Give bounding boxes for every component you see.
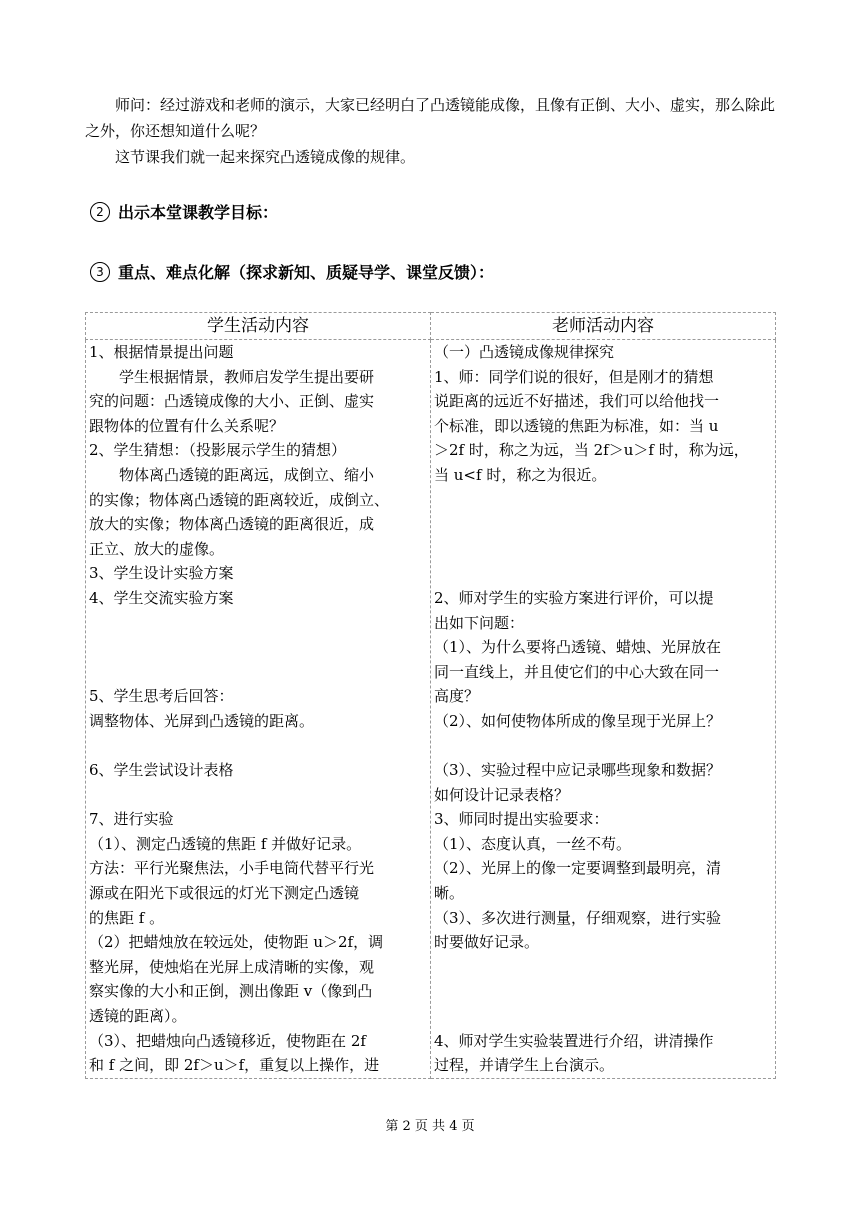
cell-line: 如何设计记录表格？ bbox=[434, 785, 570, 804]
section-heading-key-points bbox=[90, 260, 494, 283]
cell-line: （3）、多次进行测量，仔细观察，进行实验 bbox=[434, 908, 722, 927]
cell-line bbox=[89, 783, 427, 808]
header-teacher-activity: 老师活动内容 bbox=[431, 313, 776, 340]
intro-paragraph-2: 这节课我们就一起来探究凸透镜成像的规律。 bbox=[115, 148, 416, 166]
cell-line bbox=[434, 734, 772, 759]
cell-line: 正立、放大的虚像。 bbox=[89, 539, 225, 558]
cell-line: 同一直线上，并且使它们的中心大致在同一 bbox=[434, 662, 720, 681]
cell-line: （3）、实验过程中应记录哪些现象和数据？ bbox=[434, 761, 722, 780]
heading-text: 重点、难点化解（探求新知、质疑导学、课堂反馈）： bbox=[118, 263, 495, 282]
table-header-row bbox=[86, 313, 776, 340]
cell-line: 物体离凸透镜的距离远，成倒立、缩小 bbox=[119, 465, 375, 484]
cell-line bbox=[434, 1004, 772, 1029]
page-footer: 第 2 页 共 4 页 bbox=[385, 1119, 475, 1134]
cell-line: （1）、测定凸透镜的焦距 f 并做好记录。 bbox=[89, 834, 362, 853]
cell-line: （1）、为什么要将凸透镜、蜡烛、光屏放在 bbox=[434, 638, 722, 657]
teacher-activity-cell bbox=[431, 340, 776, 1079]
cell-line: 6、学生尝试设计表格 bbox=[89, 761, 234, 780]
cell-line bbox=[89, 635, 427, 660]
cell-line: 4、学生交流实验方案 bbox=[89, 588, 234, 607]
cell-line: 7、进行实验 bbox=[89, 810, 174, 829]
cell-line: 学生根据情景，教师启发学生提出要研 bbox=[119, 367, 375, 386]
cell-line: 源或在阳光下或很远的灯光下测定凸透镜 bbox=[89, 884, 360, 903]
cell-line: 5、学生思考后回答： bbox=[89, 687, 234, 706]
cell-line: 时要做好记录。 bbox=[434, 933, 540, 952]
lesson-activity-table bbox=[85, 312, 776, 1079]
cell-line: 2、师对学生的实验方案进行评价，可以提 bbox=[434, 588, 714, 607]
cell-line: ＞2f 时，称之为远，当 2f＞u＞f 时，称为远， bbox=[434, 441, 749, 460]
cell-line: 1、师：同学们说的很好，但是刚才的猜想 bbox=[434, 367, 714, 386]
cell-line: （2）、光屏上的像一定要调整到最明亮，清 bbox=[434, 859, 722, 878]
cell-line bbox=[434, 561, 772, 586]
cell-line: （1）、态度认真，一丝不苟。 bbox=[434, 834, 632, 853]
table-row bbox=[86, 340, 776, 1079]
cell-line: 4、师对学生实验装置进行介绍，讲清操作 bbox=[434, 1031, 714, 1050]
cell-line: 整光屏，使烛焰在光屏上成清晰的实像，观 bbox=[89, 957, 375, 976]
cell-line: 调整物体、光屏到凸透镜的距离。 bbox=[89, 711, 315, 730]
cell-line: 的实像；物体离凸透镜的距离较近，成倒立、 bbox=[89, 490, 390, 509]
heading-text: 出示本堂课教学目标： bbox=[118, 203, 279, 222]
cell-line: 过程，并请学生上台演示。 bbox=[434, 1056, 615, 1075]
cell-line: 高度？ bbox=[434, 687, 480, 706]
intro-paragraph-1: 师问：经过游戏和老师的演示，大家已经明白了凸透镜能成像，且像有正倒、大小、虚实，那么除此之外，你还想知道什么呢？ bbox=[85, 96, 776, 140]
header-student-activity: 学生活动内容 bbox=[86, 313, 431, 340]
cell-line: （2）、如何使物体所成的像呈现于光屏上？ bbox=[434, 711, 722, 730]
cell-line: 个标准，即以透镜的焦距为标准，如：当 u bbox=[434, 416, 719, 435]
cell-line: 放大的实像；物体离凸透镜的距离很近，成 bbox=[89, 515, 375, 534]
cell-line: 透镜的距离）。 bbox=[89, 1007, 187, 1026]
cell-line bbox=[434, 537, 772, 562]
cell-line: 3、师同时提出实验要求： bbox=[434, 810, 609, 829]
cell-line bbox=[434, 512, 772, 537]
cell-line bbox=[434, 488, 772, 513]
cell-line: 2、学生猜想：（投影展示学生的猜想） bbox=[89, 441, 347, 460]
cell-line bbox=[434, 955, 772, 980]
cell-line: 察实像的大小和正倒，测出像距 v（像到凸 bbox=[89, 982, 373, 1001]
student-activity-cell bbox=[86, 340, 431, 1079]
cell-line: 说距离的远近不好描述，我们可以给他找一 bbox=[434, 392, 720, 411]
cell-line: （一）凸透镜成像规律探究 bbox=[434, 343, 615, 361]
cell-line: 的焦距 f 。 bbox=[89, 908, 165, 927]
circled-number: 2 bbox=[90, 202, 110, 222]
cell-line bbox=[89, 611, 427, 636]
cell-line: 晰。 bbox=[434, 884, 465, 903]
cell-line: 当 u<f 时，称之为很近。 bbox=[434, 465, 607, 484]
cell-line: （3）、把蜡烛向凸透镜移近，使物距在 2f bbox=[89, 1031, 366, 1050]
cell-line: 究的问题：凸透镜成像的大小、正倒、虚实 bbox=[89, 392, 375, 411]
cell-line: 方法：平行光聚焦法，小手电筒代替平行光 bbox=[89, 859, 375, 878]
section-heading-objectives bbox=[90, 200, 278, 223]
cell-line: 3、学生设计实验方案 bbox=[89, 564, 234, 583]
cell-line bbox=[434, 979, 772, 1004]
cell-line: 出如下问题： bbox=[434, 613, 525, 632]
cell-line: 和 f 之间，即 2f＞u＞f，重复以上操作，进 bbox=[89, 1056, 380, 1075]
circled-number: 3 bbox=[90, 262, 110, 282]
cell-line bbox=[89, 734, 427, 759]
cell-line: 跟物体的位置有什么关系呢？ bbox=[89, 416, 285, 435]
cell-line: 1、根据情景提出问题 bbox=[89, 343, 234, 361]
cell-line bbox=[89, 660, 427, 685]
cell-line: （2）把蜡烛放在较远处，使物距 u＞2f，调 bbox=[89, 933, 384, 952]
